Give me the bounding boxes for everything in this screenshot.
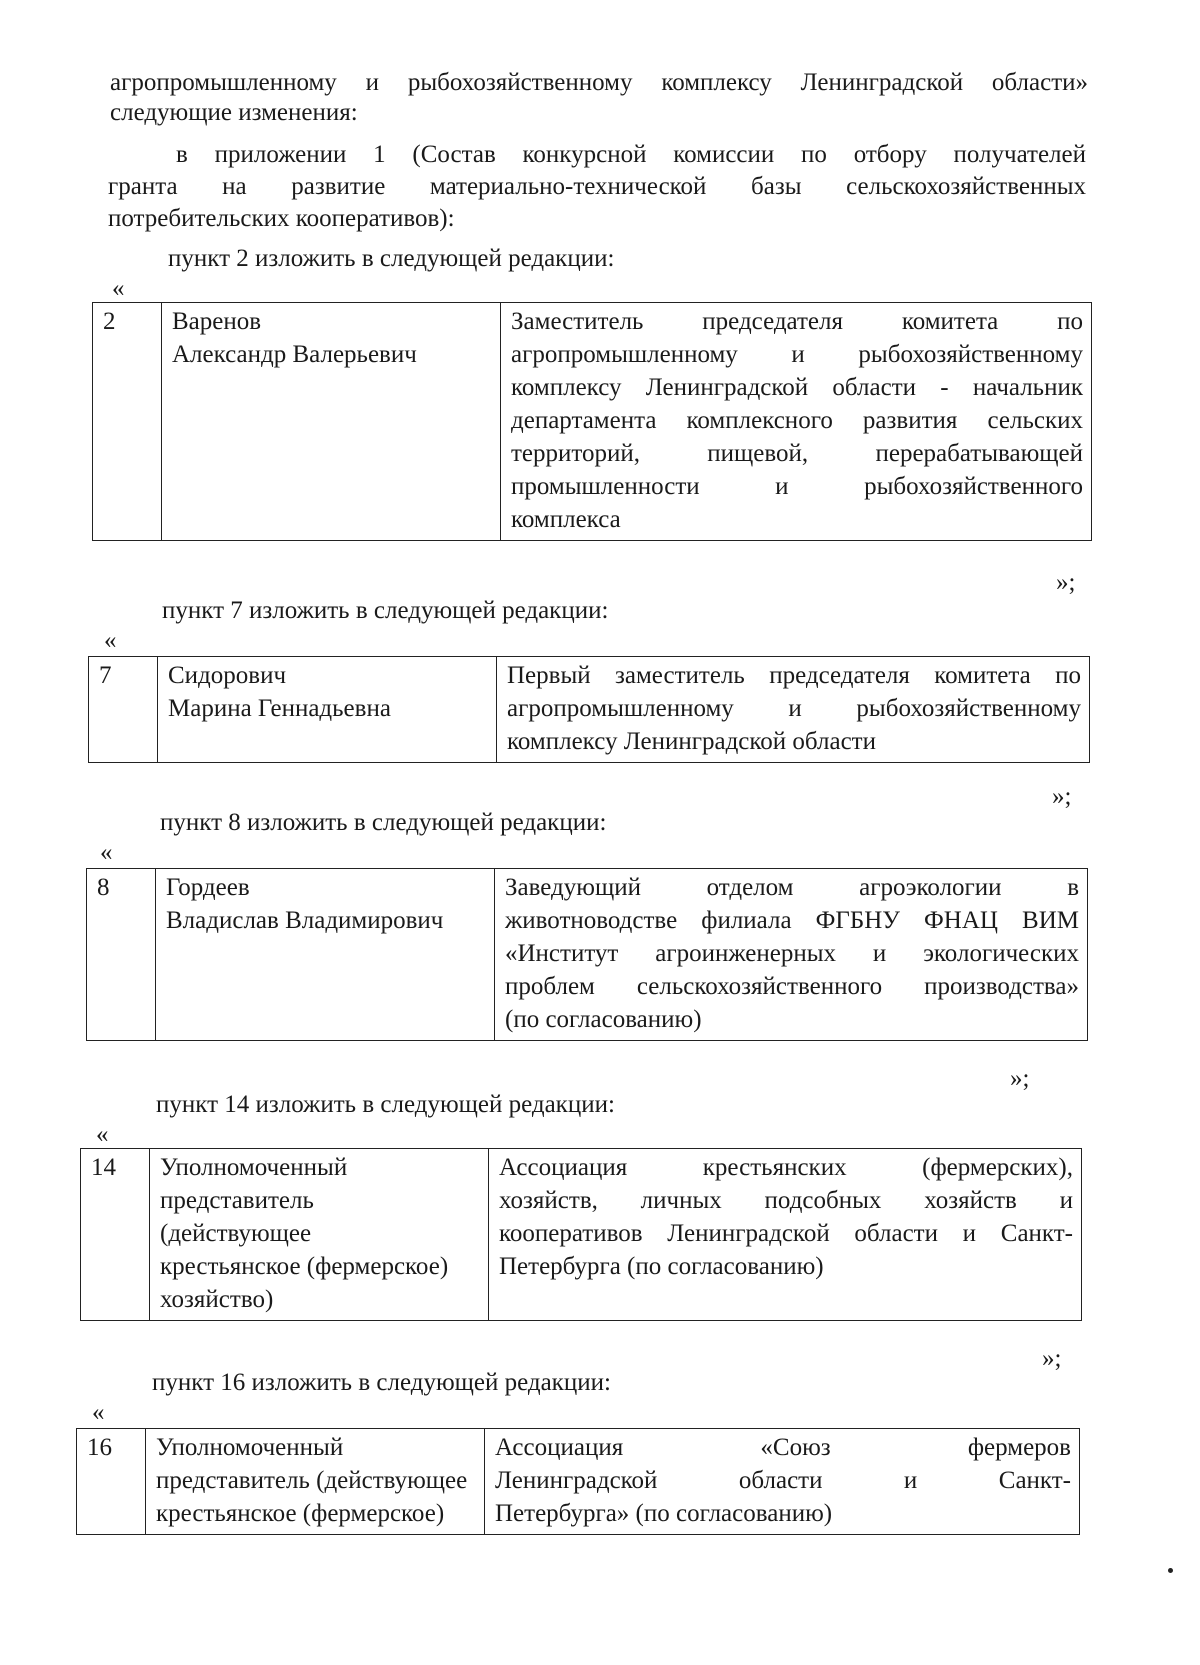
- name-line: Александр Валерьевич: [172, 341, 417, 368]
- table-row: [89, 657, 1090, 763]
- row-number: 7: [89, 657, 158, 763]
- position-line: «Институт агроинженерных и экологических: [505, 940, 1079, 967]
- member-position: [495, 869, 1088, 1041]
- row-number: 16: [77, 1429, 146, 1535]
- item-heading: пункт 2 изложить в следующей редакции:: [168, 245, 615, 272]
- scan-speck: [1168, 1568, 1173, 1573]
- table-row: [81, 1149, 1082, 1321]
- open-quote: «: [100, 839, 113, 866]
- member-position: [485, 1429, 1080, 1535]
- row-number: 8: [87, 869, 156, 1041]
- open-quote: «: [96, 1121, 109, 1148]
- intro-line-5: потребительских кооперативов):: [108, 205, 455, 232]
- position-line: территорий, пищевой, перерабатывающей: [511, 440, 1083, 467]
- member-table: [92, 302, 1092, 541]
- position-line: проблем сельскохозяйственного производства»: [505, 973, 1079, 1000]
- position-line: (по согласованию): [505, 1006, 702, 1033]
- name-line: Варенов: [172, 308, 262, 335]
- item-heading: пункт 7 изложить в следующей редакции:: [162, 597, 609, 624]
- member-position: [501, 303, 1092, 541]
- intro-line-4: гранта на развитие материально-технической базы сельскохозяйственных: [108, 173, 1086, 200]
- table-row: [87, 869, 1088, 1041]
- close-quote: »;: [1042, 1345, 1062, 1372]
- member-table: [88, 656, 1090, 763]
- name-line: представитель (действующее: [156, 1467, 468, 1494]
- name-line: крестьянское (фермерское): [156, 1500, 445, 1527]
- close-quote: »;: [1056, 569, 1076, 596]
- open-quote: «: [104, 627, 117, 654]
- item-heading: пункт 16 изложить в следующей редакции:: [152, 1369, 611, 1396]
- member-name: [146, 1429, 485, 1535]
- intro-line-1: агропромышленному и рыбохозяйственному комплексу Ленинградской области»: [110, 69, 1088, 96]
- member-name: [150, 1149, 489, 1321]
- name-line: хозяйство): [160, 1286, 274, 1313]
- name-line: Гордеев: [166, 874, 250, 901]
- name-line: крестьянское (фермерское): [160, 1253, 449, 1280]
- name-line: представитель: [160, 1187, 314, 1214]
- row-number: 14: [81, 1149, 150, 1321]
- table-row: [93, 303, 1092, 541]
- name-line: (действующее: [160, 1220, 312, 1247]
- position-line: Ассоциация крестьянских (фермерских),: [499, 1154, 1073, 1181]
- position-line: Петербурга» (по согласованию): [495, 1500, 833, 1527]
- position-line: кооперативов Ленинградской области и Санкт-: [499, 1220, 1073, 1247]
- open-quote: «: [112, 275, 125, 302]
- position-line: комплексу Ленинградской области: [507, 728, 876, 755]
- position-line: Ленинградской области и Санкт-: [495, 1467, 1071, 1494]
- position-line: департамента комплексного развития сельских: [511, 407, 1083, 434]
- member-table: [76, 1428, 1080, 1535]
- name-line: Сидорович: [168, 662, 287, 689]
- position-line: Первый заместитель председателя комитета по: [507, 662, 1081, 689]
- member-table: [80, 1148, 1082, 1321]
- member-table: [86, 868, 1088, 1041]
- member-position: [489, 1149, 1082, 1321]
- position-line: агропромышленному и рыбохозяйственному: [511, 341, 1083, 368]
- item-heading: пункт 8 изложить в следующей редакции:: [160, 809, 607, 836]
- position-line: промышленности и рыбохозяйственного: [511, 473, 1083, 500]
- name-line: Владислав Владимирович: [166, 907, 444, 934]
- member-name: [156, 869, 495, 1041]
- position-line: Петербурга (по согласованию): [499, 1253, 824, 1280]
- position-line: комплексу Ленинградской области - начальник: [511, 374, 1083, 401]
- item-heading: пункт 14 изложить в следующей редакции:: [156, 1091, 615, 1118]
- close-quote: »;: [1010, 1065, 1030, 1092]
- position-line: Ассоциация «Союз фермеров: [495, 1434, 1071, 1461]
- member-position: [497, 657, 1090, 763]
- intro-line-2: следующие изменения:: [110, 99, 358, 126]
- intro-line-3: в приложении 1 (Состав конкурсной комиссии по отбору получателей: [176, 141, 1086, 168]
- name-line: Марина Геннадьевна: [168, 695, 391, 722]
- position-line: агропромышленному и рыбохозяйственному: [507, 695, 1081, 722]
- row-number: 2: [93, 303, 162, 541]
- member-name: [158, 657, 497, 763]
- name-line: Уполномоченный: [160, 1154, 348, 1181]
- position-line: хозяйств, личных подсобных хозяйств и: [499, 1187, 1073, 1214]
- position-line: комплекса: [511, 506, 621, 533]
- name-line: Уполномоченный: [156, 1434, 344, 1461]
- position-line: животноводстве филиала ФГБНУ ФНАЦ ВИМ: [505, 907, 1079, 934]
- close-quote: »;: [1052, 783, 1072, 810]
- table-row: [77, 1429, 1080, 1535]
- position-line: Заведующий отделом агроэкологии в: [505, 874, 1079, 901]
- member-name: [162, 303, 501, 541]
- position-line: Заместитель председателя комитета по: [511, 308, 1083, 335]
- open-quote: «: [92, 1399, 105, 1426]
